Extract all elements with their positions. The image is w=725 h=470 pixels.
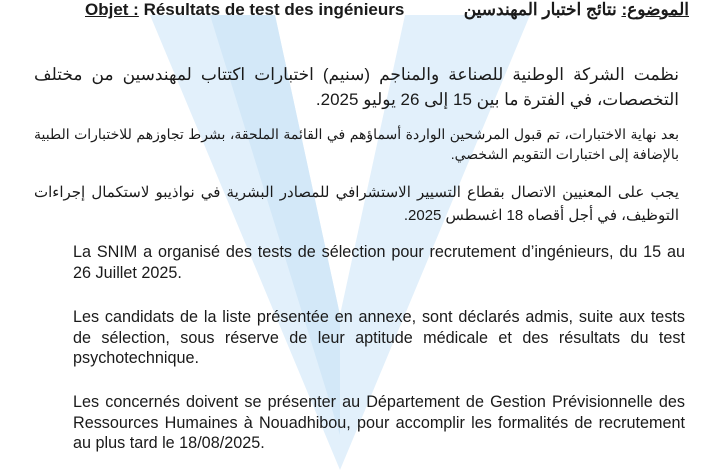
arabic-paragraph-2: بعد نهاية الاختبارات، تم قبول المرشحين الواردة أسماؤهم في القائمة الملحقة، بشرط تجاوزهم للاختبارات الطبية بالإضافة إلى اختبارات التقويم الشخصي. (34, 126, 679, 162)
arabic-paragraph-1: نظمت الشركة الوطنية للصناعة والمناجم (سنيم) اختبارات اكتتاب لمهندسين من مختلف التخصصات، في الفترة ما بين 15 إلى 26 يوليو 2025. (34, 65, 679, 109)
subject-fr-text: Résultats de test des ingénieurs (143, 0, 405, 19)
french-paragraph-2: Les candidats de la liste présentée en annexe, sont déclarés admis, suite aux tests de sélection, sous réserve de leur aptitude médicale et des résultats du test psychotechnique. (73, 308, 685, 367)
subject-fr-label: Objet : (85, 0, 139, 19)
subject-ar (464, 0, 689, 20)
subject-ar-label: الموضوع: (621, 0, 689, 19)
french-paragraph-1: La SNIM a organisé des tests de sélection pour recrutement d’ingénieurs, du 15 au 26 Juillet 2025. (73, 243, 685, 282)
french-paragraph-3: Les concernés doivent se présenter au Département de Gestion Prévisionnelle des Ressources Humaines à Nouadhibou, pour accomplir les formalités de recrutement au plus tard le 18/08/2025. (73, 393, 685, 452)
subject-fr (85, 0, 404, 20)
subject-ar-text: نتائج اختبار المهندسين (463, 0, 617, 19)
subject-header (0, 0, 725, 24)
arabic-paragraph-3: يجب على المعنيين الاتصال بقطاع التسيير الاستشرافي للمصادر البشرية في نواذيبو لاستكمال إجراءات التوظيف، في أجل أقصاه 18 اغسطس 2025. (34, 184, 679, 224)
